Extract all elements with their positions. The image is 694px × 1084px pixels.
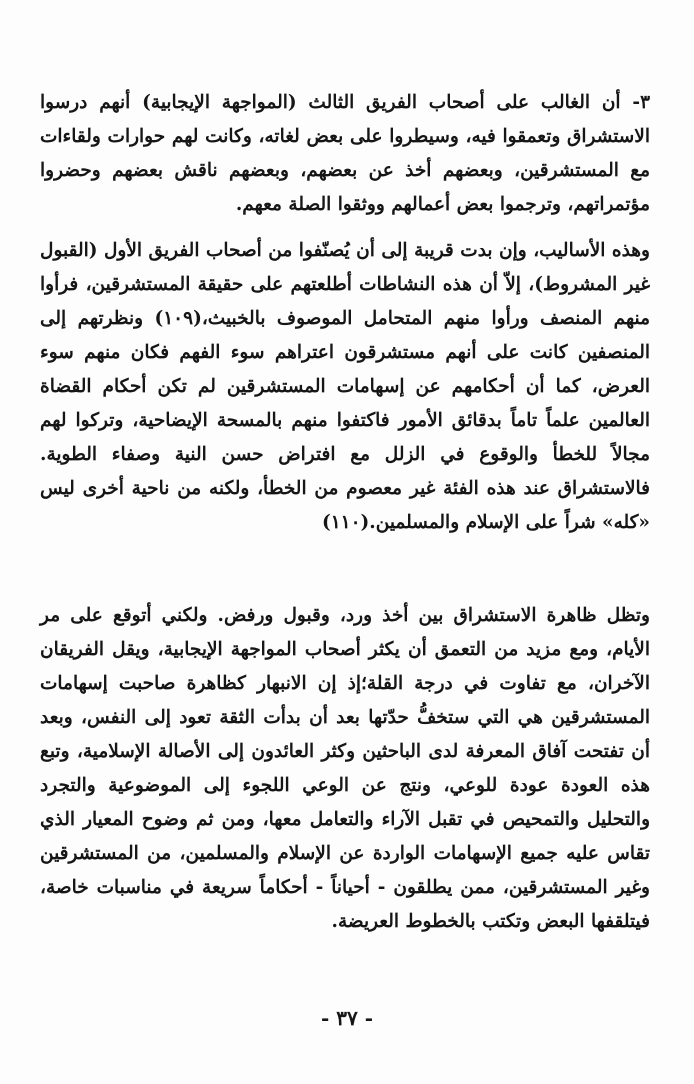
paragraph-point-three: ٣- أن الغالب على أصحاب الفريق الثالث (المواجهة الإيجابية) أنهم درسوا الاستشراق وتعمقوا فيه، وسيطروا على بعض لغاته، وكانت لهم حوارات ولقاءات مع المستشرقين، وبعضهم أخذ عن بعضهم، وبعضهم ناقش بعضهم وحضروا مؤتمراتهم، وترجموا بعض أعمالهم ووثقوا الصلة معهم. <box>40 92 650 215</box>
paragraph-methods: وهذه الأساليب، وإن بدت قريبة إلى أن يُصنّفوا من أصحاب الفريق الأول (القبول غير المشروط)، إلاّ أن هذه النشاطات أطلعتهم على حقيقة المستشرقين، فرأوا منهم المنصف ورأوا منهم المتحامل الموصوف بالخبيث،(١٠٩) ونظرتهم إلى المنصفين كانت على أنهم مستشرقون اعتراهم سوء الفهم فكان منهم سوء العرض، كما أن أحكامهم عن إسهامات المستشرقين لم تكن أحكام القضاة العالمين علماً تاماً بدقائق الأمور فاكتفوا منهم بالمسحة الإيضاحية، وتركوا لهم مجالاً للخطأ والوقوع في الزلل مع افتراض حسن النية وصفاء الطوية. فالاستشراق عند هذه الفئة غير معصوم من الخطأ، ولكنه من ناحية أخرى ليس «كله» شراً على الإسلام والمسلمين.(١١٠) <box>40 240 650 533</box>
paragraph-conclusion: وتظل ظاهرة الاستشراق بين أخذ ورد، وقبول ورفض. ولكني أتوقع على مر الأيام، ومع مزيد من التعمق أن يكثر أصحاب المواجهة الإيجابية، ويقل الفريقان الآخران، مع تفاوت في درجة القلة؛إذ إن الانبهار كظاهرة صاحبت إسهامات المستشرقين هي التي ستخفُّ حدّتها بعد أن بدأت الثقة تعود إلى النفس، وبعد أن تفتحت آفاق المعرفة لدى الباحثين وكثر العائدون إلى الأصالة الإسلامية، وتبع هذه العودة عودة للوعي، ونتج عن الوعي اللجوء إلى الموضوعية والتجرد والتحليل والتمحيص في تقبل الآراء والتعامل معها، ومن ثم وضوح المعيار الذي تقاس عليه جميع الإسهامات الواردة عن الإسلام والمسلمين، من المستشرقين وغير المستشرقين، ممن يطلقون - أحياناً - أحكاماً سريعة في مناسبات خاصة، فيتلقفها البعض وتكتب بالخطوط العريضة. <box>40 605 650 932</box>
page-number: - ٣٧ - <box>320 1006 373 1030</box>
